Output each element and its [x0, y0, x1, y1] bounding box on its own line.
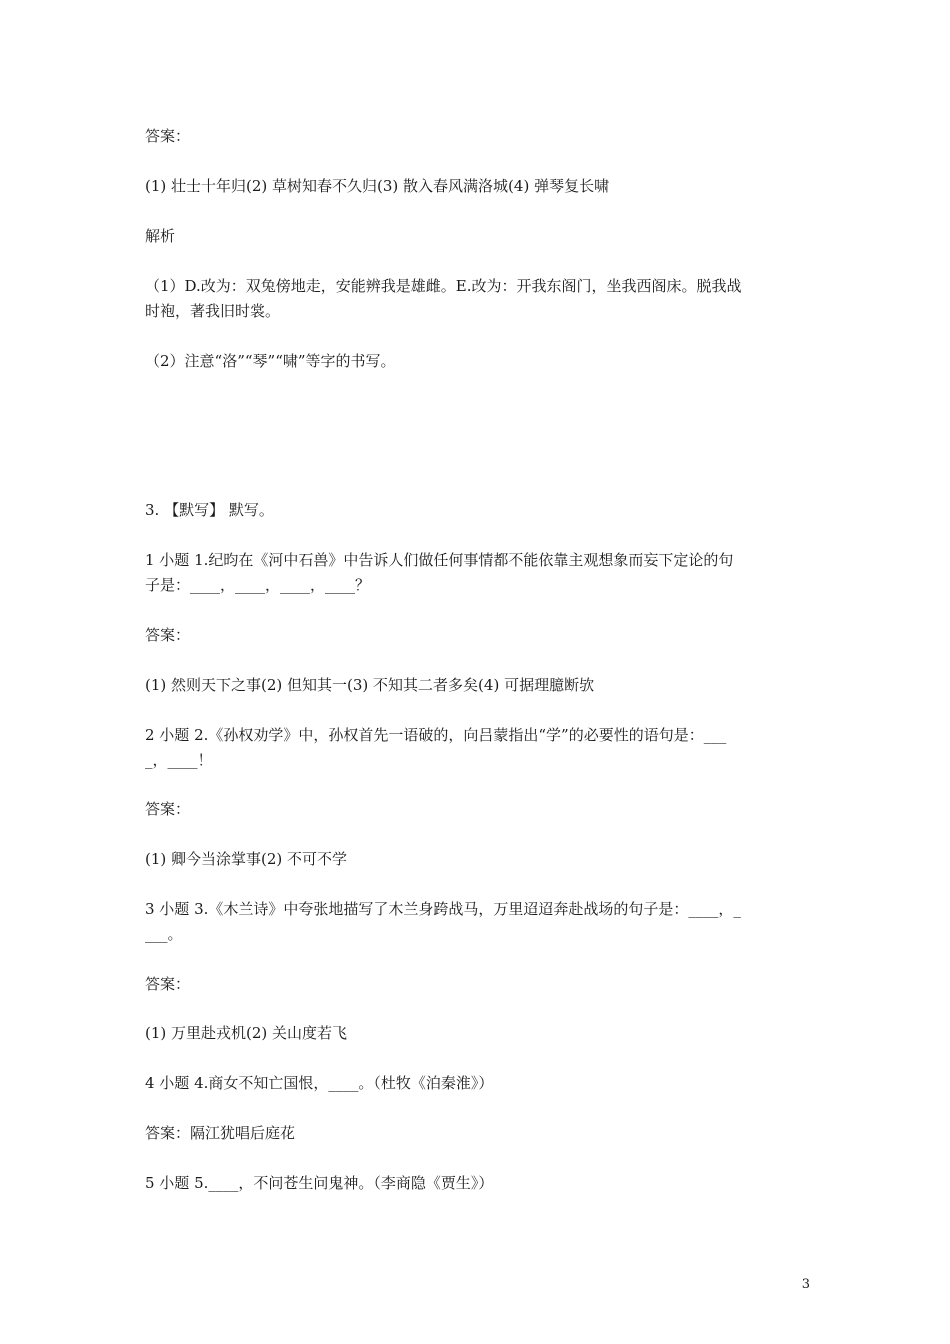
sub-question-1-line-1: 1 小题 1.纪昀在《河中石兽》中告诉人们做任何事情都不能依靠主观想象而妄下定论的句 [145, 551, 734, 569]
sub-question-4-answer: 答案：隔江犹唱后庭花 [145, 1124, 296, 1142]
sub-question-3-line-2: ___。 [145, 925, 183, 943]
sub-question-3-answer-label: 答案： [145, 975, 191, 993]
sub-question-3-line-1: 3 小题 3.《木兰诗》中夸张地描写了木兰身跨战马，万里迢迢奔赴战场的句子是：____，_ [145, 900, 741, 918]
page-number: 3 [801, 1277, 810, 1292]
sub-question-4-line-1: 4 小题 4.商女不知亡国恨，____。（杜牧《泊秦淮》） [145, 1074, 494, 1092]
sub-question-1-answer-label: 答案： [145, 626, 191, 644]
sub-question-5-line-1: 5 小题 5.____，不问苍生问鬼神。（李商隐《贾生》） [145, 1174, 494, 1192]
answer-text: (1) 壮士十年归(2) 草树知春不久归(3) 散入春风满洛城(4) 弹琴复长啸 [145, 177, 610, 195]
sub-question-1-answer: (1) 然则天下之事(2) 但知其一(3) 不知其二者多矣(4) 可据理臆断欤 [145, 676, 595, 694]
question-3-heading: 3. 【默写】 默写。 [145, 501, 274, 519]
analysis-item-1-line-1: （1）D.改为：双兔傍地走，安能辨我是雄雌。E.改为：开我东阁门，坐我西阁床。脱我战 [145, 277, 742, 295]
answer-label: 答案： [145, 127, 191, 145]
sub-question-3-answer: (1) 万里赴戎机(2) 关山度若飞 [145, 1024, 348, 1042]
sub-question-2-answer: (1) 卿今当涂掌事(2) 不可不学 [145, 850, 348, 868]
analysis-item-1-line-2: 时袍，著我旧时裳。 [145, 302, 281, 320]
sub-question-1-line-2: 子是：____，____，____，____？ [145, 576, 371, 594]
sub-question-2-line-1: 2 小题 2.《孙权劝学》中，孙权首先一语破的，向吕蒙指出“学”的必要性的语句是：___ [145, 726, 727, 744]
analysis-label: 解析 [145, 227, 176, 245]
analysis-item-2: （2）注意“洛”“琴”“啸”等字的书写。 [145, 352, 396, 370]
sub-question-2-line-2: _，____！ [145, 751, 213, 769]
sub-question-2-answer-label: 答案： [145, 800, 191, 818]
